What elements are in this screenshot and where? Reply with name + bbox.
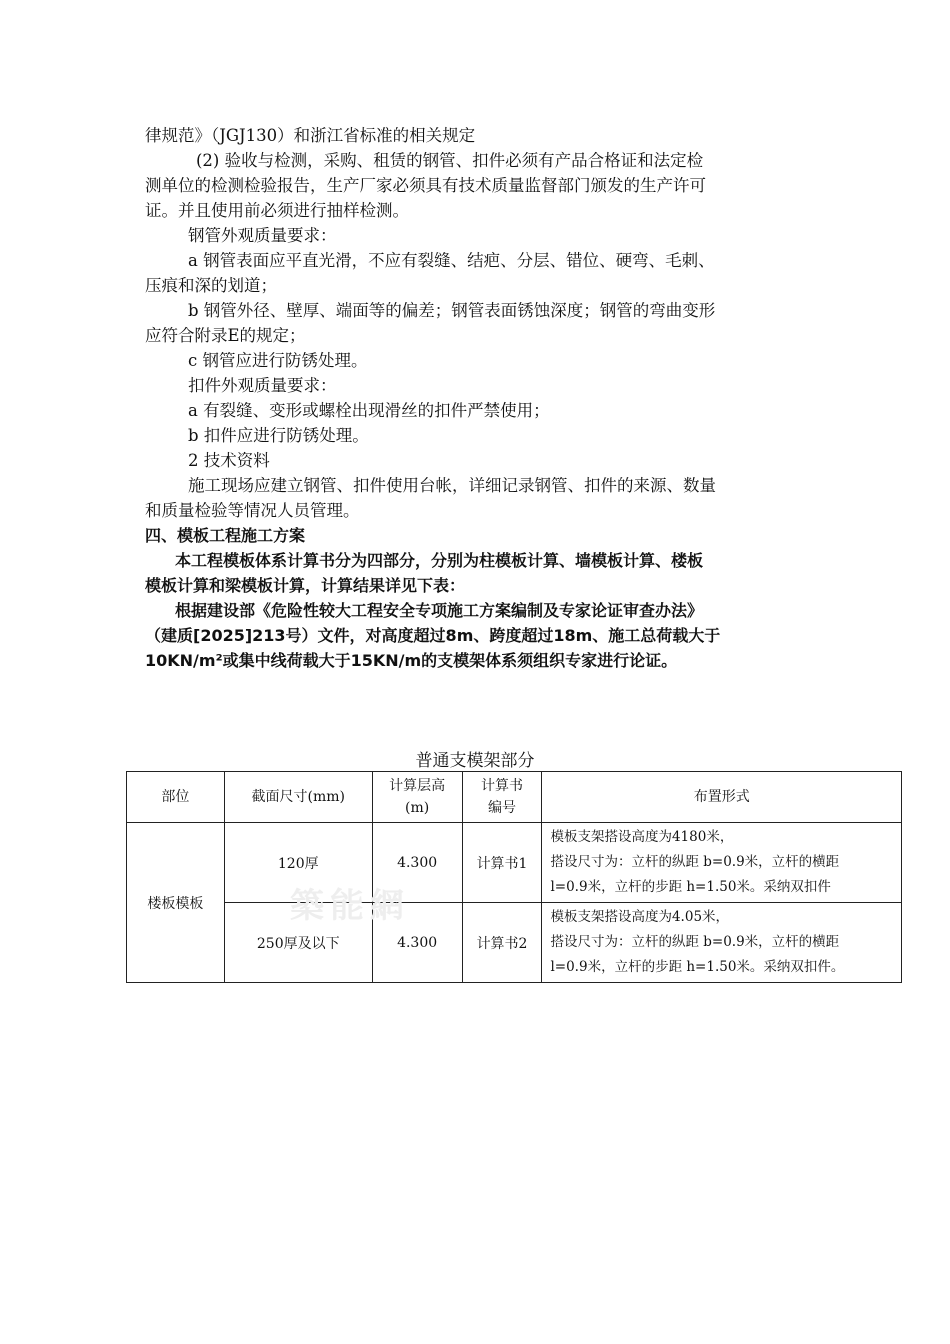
text-line: 测单位的检测检验报告，生产厂家必须具有技术质量监督部门颁发的生产许可 [145,176,706,195]
table-row [127,823,902,903]
table-row [127,903,902,983]
text-line: 律规范》（JGJ130）和浙江省标准的相关规定 [145,126,476,145]
table-header-row [127,772,902,823]
header-part: 部位 [127,772,225,823]
bold-text-line: 根据建设部《危险性较大工程安全专项施工方案编制及专家论证审查办法》 [175,601,704,620]
text-line: 钢管外观质量要求： [188,226,337,245]
text-line: b 钢管外径、壁厚、端面等的偏差；钢管表面锈蚀深度；钢管的弯曲变形 [188,301,716,320]
book-cell: 计算书1 [462,823,542,903]
bold-text-line: 10KN/m²或集中线荷载大于15KN/m的支模架体系须组织专家进行论证。 [145,651,678,670]
text-line: 证。并且使用前必须进行抽样检测。 [145,201,409,220]
header-height: 计算层高 (m) [372,772,462,823]
height-cell: 4.300 [372,823,462,903]
header-layout: 布置形式 [542,772,902,823]
height-cell: 4.300 [372,903,462,983]
bold-text-line: 本工程模板体系计算书分为四部分，分别为柱模板计算、墙模板计算、楼板 [175,551,704,570]
section-cell: 120厚 [224,823,372,903]
book-cell: 计算书2 [462,903,542,983]
text-line: b 扣件应进行防锈处理。 [188,426,369,445]
section-cell: 250厚及以下 [224,903,372,983]
section-heading: 四、模板工程施工方案 [145,526,306,545]
layout-cell: 模板支架搭设高度为4.05米， 搭设尺寸为：立杆的纵距 b=0.9米，立杆的横距 l=0.9米，立杆的步距 h=1.50米。采纳双扣件。 [542,903,902,983]
watermark: 築能網 [290,886,410,926]
text-line: c 钢管应进行防锈处理。 [188,351,368,370]
text-line: a 有裂缝、变形或螺栓出现滑丝的扣件严禁使用； [188,401,550,420]
text-line: 和质量检验等情况人员管理。 [145,501,360,520]
text-line: (2) 验收与检测，采购、租赁的钢管、扣件必须有产品合格证和法定检 [196,151,704,170]
text-line: 压痕和深的划道； [145,276,277,295]
text-line: 施工现场应建立钢管、扣件使用台帐，详细记录钢管、扣件的来源、数量 [188,476,716,495]
header-section: 截面尺寸(mm) [224,772,372,823]
bold-text-line: 模板计算和梁模板计算，计算结果详见下表： [145,576,466,595]
formwork-table [126,771,902,983]
bold-text-line: （建质[2025]213号）文件，对高度超过8m、跨度超过18m、施工总荷载大于 [145,626,721,645]
text-line: 应符合附录E的规定； [145,326,306,345]
text-line: 扣件外观质量要求： [188,376,337,395]
group-cell: 楼板模板 [127,823,225,983]
table-title: 普通支模架部分 [415,751,535,771]
header-book: 计算书 编号 [462,772,542,823]
layout-cell: 模板支架搭设高度为4180米， 搭设尺寸为：立杆的纵距 b=0.9米，立杆的横距 l=0.9米，立杆的步距 h=1.50米。采纳双扣件 [542,823,902,903]
text-line: a 钢管表面应平直光滑，不应有裂缝、结疤、分层、错位、硬弯、毛刺、 [188,251,715,270]
text-line: 2 技术资料 [188,451,270,470]
